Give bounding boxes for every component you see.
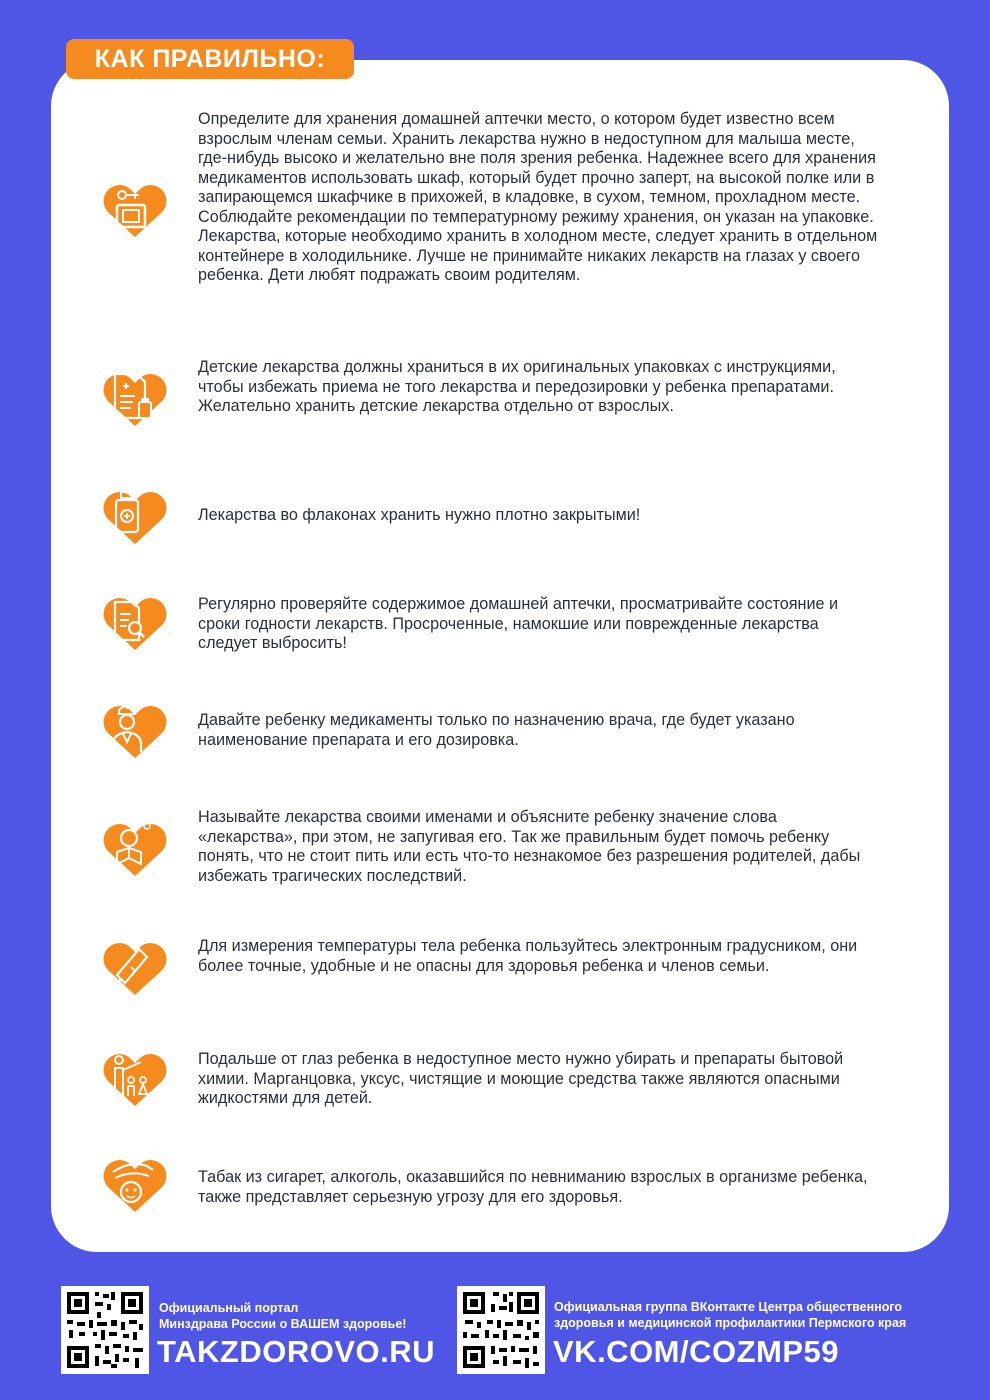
section-title: КАК ПРАВИЛЬНО: (66, 39, 354, 79)
item-text: Называйте лекарства своими именами и объясните ребенку значение слова «лекарства», при этом, не запугивая его. Так же правильным будет помочь ребенку понять, что не стоит пить или есть что-то незнакомое без разрешения родителей, дабы избежать трагических последствий. (198, 808, 861, 885)
thermometer-icon (103, 935, 167, 997)
footer-vk-group (457, 1286, 947, 1376)
item-text: Подальше от глаз ребенка в недоступное место нужно убирать и препараты бытовой химии. Марганцовка, уксус, чистящие и моющие средства также являются опасными жидкостями для детей. (198, 1050, 844, 1107)
qr-code-icon[interactable] (457, 1286, 545, 1374)
footer-portal (61, 1286, 441, 1376)
child-care-icon (103, 1152, 167, 1214)
content-card (51, 60, 949, 1252)
item-text: Лекарства во флаконах хранить нужно плотно закрытыми! (198, 506, 641, 524)
prescription-document-icon (103, 366, 167, 428)
teacher-children-icon (103, 1046, 167, 1108)
item-text: Давайте ребенку медикаменты только по назначению врача, где будет указано наименование препарата и его дозировка. (198, 711, 795, 749)
item-text: Табак из сигарет, алкоголь, оказавшийся по невниманию взрослых в организме ребенка, также представляет серьезную угрозу для его здоровья. (198, 1168, 868, 1206)
qr-code-icon[interactable] (61, 1286, 149, 1374)
portal-link[interactable]: TAKZDOROVO.RU (157, 1334, 436, 1369)
child-reading-icon (103, 816, 167, 878)
document-search-icon (103, 590, 167, 652)
item-text: Для измерения температуры тела ребенка пользуйтесь электронным градусником, они более точные, удобные и не опасны для здоровья ребенка и членов семьи. (198, 937, 858, 975)
medicine-bottle-icon (103, 484, 167, 546)
item-text: Определите для хранения домашней аптечки место, о котором будет известно всем взрослым членам семьи. Хранить лекарства нужно в недоступном для малыша месте, где-нибудь высоко и желательно вне поля зрения ребенка. Надежнее всего для хранения медикаментов использовать шкаф, который будет прочно заперт, на высокой полке или в запирающемся шкафчике в прихожей, в кладовке, в сухом, темном, прохладном месте. Соблюдайте рекомендации по температурному режиму хранения, он указан на упаковке. Лекарства, которые необходимо хранить в холодном месте, следует хранить в отдельном контейнере в холодильнике. Лучше не принимайте никаких лекарств на глазах у своего ребенка. Дети любят подражать своим родителям. (198, 110, 878, 284)
footer-caption: Официальная группа ВКонтакте Центра общественного здоровья и медицинской профилактики Пермского края (554, 1300, 907, 1330)
locker-key-icon (103, 177, 167, 239)
doctor-icon (103, 698, 167, 760)
footer-caption: Официальный портал Минздрава России о ВАШЕМ здоровье! (159, 1301, 407, 1331)
vk-group-link[interactable]: VK.COM/COZMP59 (553, 1334, 840, 1369)
item-text: Детские лекарства должны храниться в их оригинальных упаковках с инструкциями, чтобы избежать приема не того лекарства и передозировки у ребенка препаратами. Желательно хранить детские лекарства отдельно от взрослых. (198, 358, 836, 415)
item-text: Регулярно проверяйте содержимое домашней аптечки, просматривайте состояние и сроки годности лекарств. Просроченные, намокшие или поврежденные лекарства следует выбросить! (198, 595, 839, 652)
